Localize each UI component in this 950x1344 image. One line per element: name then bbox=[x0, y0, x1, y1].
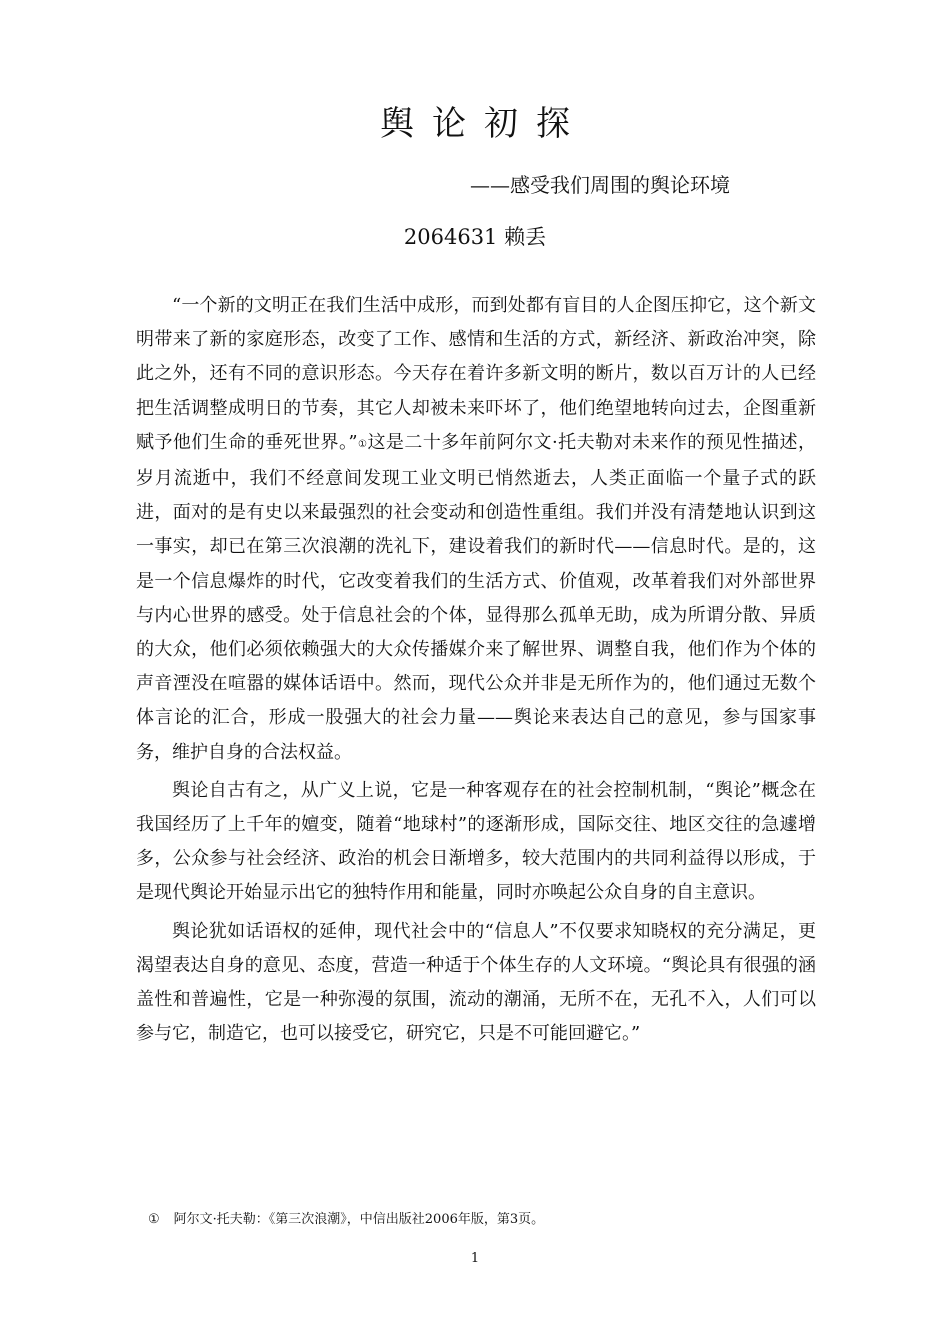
document-body bbox=[136, 289, 816, 1055]
paragraph-3: 舆论犹如话语权的延伸，现代社会中的“信息人”不仅要求知晓权的充分满足，更渴望表达自身的意见、态度，营造一种适于个体生存的人文环境。“舆论具有很强的涵盖性和普遍性，它是一种弥漫的氛围，流动的潮涌，无所不在，无孔不入，人们可以参与它，制造它，也可以接受它，研究它，只是不可能回避它。” bbox=[136, 920, 816, 1045]
paragraph-1-rest: 这是二十多年前阿尔文·托夫勒对未来作的预见性描述，岁月流逝中，我们不经意间发现工业文明已悄然逝去，人类正面临一个量子式的跃进，面对的是有史以来最强烈的社会变动和创造性重组。我们并没有清楚地认识到这一事实，却已在第三次浪潮的洗礼下，建设着我们的新时代——信息时代。是的，这是一个信息爆炸的时代，它改变着我们的生活方式、价值观，改革着我们对外部世界与内心世界的感受。处于信息社会的个体，显得那么孤单无助，成为所谓分散、异质的大众，他们必须依赖强大的大众传播媒介来了解世界、调整自我，他们作为个体的声音湮没在喧嚣的媒体话语中。然而，现代公众并非是无所作为的，他们通过无数个体言论的汇合，形成一股强大的社会力量——舆论来表达自己的意见，参与国家事务，维护自身的合法权益。 bbox=[136, 431, 816, 763]
footnote-text: 阿尔文·托夫勒：《第三次浪潮》，中信出版社2006年版，第3页。 bbox=[173, 1212, 545, 1227]
footnote-reference[interactable]: ① bbox=[357, 438, 368, 450]
paragraph-1 bbox=[136, 289, 816, 770]
footnote bbox=[148, 1210, 544, 1230]
document-title: 舆论初探 bbox=[380, 104, 588, 144]
paragraph-1-quote: “一个新的文明正在我们生活中成形，而到处都有盲目的人企图压抑它，这个新文明带来了新的家庭形态，改变了工作、感情和生活的方式，新经济、新政治冲突，除此之外，还有不同的意识形态。今天存在着许多新文明的断片，数以百万计的人已经把生活调整成明日的节奏，其它人却被未来吓坏了，他们绝望地转向过去，企图重新赋予他们生命的垂死世界。” bbox=[136, 295, 816, 453]
author-line: 2064631 赖丢 bbox=[403, 225, 547, 249]
footnote-marker: ① bbox=[148, 1212, 160, 1227]
paragraph-2: 舆论自古有之，从广义上说，它是一种客观存在的社会控制机制，“舆论”概念在我国经历了上千年的嬗变，随着“地球村”的逐渐形成，国际交往、地区交往的急遽增多，公众参与社会经济、政治的机会日渐增多，较大范围内的共同利益得以形成，于是现代舆论开始显示出它的独特作用和能量，同时亦唤起公众自身的自主意识。 bbox=[136, 779, 816, 904]
page-number: 1 bbox=[470, 1251, 480, 1266]
document-subtitle: ——感受我们周围的舆论环境 bbox=[470, 173, 730, 197]
